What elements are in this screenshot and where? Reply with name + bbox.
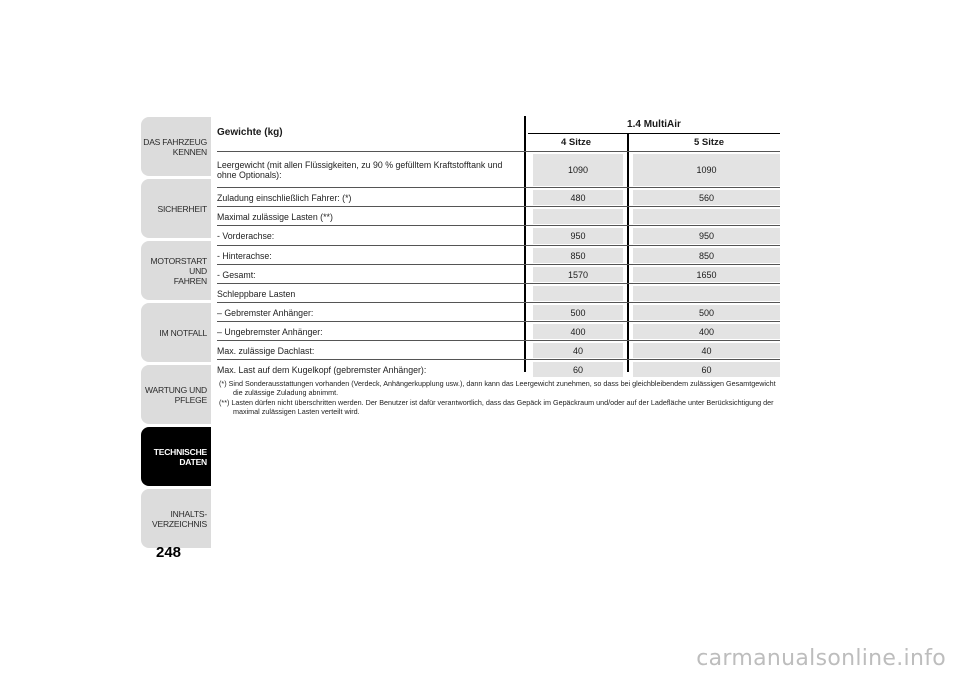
tab-motorstart-und-fahren[interactable]: MOTORSTART UND FAHREN (141, 241, 211, 300)
row-label: - Hinterachse: (217, 250, 272, 261)
tab-im-notfall[interactable]: IM NOTFALL (141, 303, 211, 362)
value-4-sitze (533, 286, 623, 301)
engine-header: 1.4 MultiAir (627, 119, 681, 130)
value-4-sitze: 60 (533, 362, 623, 377)
column-4-sitze: 4 Sitze (560, 137, 592, 148)
value-4-sitze: 500 (533, 305, 623, 320)
value-4-sitze: 850 (533, 248, 623, 263)
page-number: 248 (156, 544, 182, 561)
value-5-sitze: 560 (633, 190, 780, 205)
value-4-sitze: 400 (533, 324, 623, 339)
footnotes (219, 379, 779, 417)
row-label: Leergewicht (mit allen Flüssigkeiten, zu 90 % gefülltem Kraftstofftank und ohne Optionals): (217, 160, 503, 180)
tab-inhaltsverzeichnis[interactable]: INHALTS- VERZEICHNIS (141, 489, 211, 548)
table-row (217, 188, 780, 207)
tab-sicherheit[interactable]: SICHERHEIT (141, 179, 211, 238)
table-row (217, 226, 780, 246)
row-label: Zuladung einschließlich Fahrer: (*) (217, 192, 352, 203)
value-5-sitze (633, 286, 780, 301)
value-4-sitze (533, 209, 623, 224)
table-row (217, 303, 780, 322)
row-label: – Gebremster Anhänger: (217, 307, 314, 318)
value-4-sitze: 40 (533, 343, 623, 358)
value-5-sitze: 850 (633, 248, 780, 263)
value-5-sitze: 500 (633, 305, 780, 320)
value-5-sitze: 60 (633, 362, 780, 377)
value-5-sitze: 1650 (633, 267, 780, 282)
value-5-sitze: 40 (633, 343, 780, 358)
table-row (217, 322, 780, 341)
value-5-sitze (633, 209, 780, 224)
value-5-sitze: 1090 (633, 154, 780, 186)
row-label: Max. zulässige Dachlast: (217, 345, 315, 356)
footnote-1: (*) Sind Sonderausstattungen vorhanden (Verdeck, Anhängerkupplung usw.), dann kann das Leergewicht zunehmen, so dass bei gleichbleibendem zulässigen Gesamtgewicht die zulässige Zuladung abnimmt. (219, 379, 776, 397)
table-row (217, 360, 780, 379)
value-4-sitze: 1090 (533, 154, 623, 186)
table-row (217, 207, 780, 226)
row-label: - Vorderachse: (217, 231, 275, 241)
value-5-sitze: 950 (633, 228, 780, 244)
value-4-sitze: 1570 (533, 267, 623, 282)
table-title: Gewichte (kg) (217, 127, 283, 138)
row-label: - Gesamt: (217, 269, 256, 280)
footnote-2: (**) Lasten dürfen nicht überschritten werden. Der Benutzer ist dafür verantwortlich, dass das Gepäck im Gepäckraum und/oder auf der Ladefläche unter Berücksichtigung der maximal zulässigen Lasten verteilt wird. (219, 398, 774, 416)
row-label: – Ungebremster Anhänger: (217, 326, 323, 337)
value-5-sitze: 400 (633, 324, 780, 339)
row-label: Max. Last auf dem Kugelkopf (gebremster Anhänger): (217, 364, 427, 375)
row-label: Maximal zulässige Lasten (**) (217, 211, 333, 222)
column-5-sitze: 5 Sitze (693, 137, 725, 148)
table-row (217, 246, 780, 265)
value-4-sitze: 480 (533, 190, 623, 205)
table-row (217, 265, 780, 284)
value-4-sitze: 950 (533, 228, 623, 244)
table-row (217, 152, 780, 188)
tab-wartung-und-pflege[interactable]: WARTUNG UND PFLEGE (141, 365, 211, 424)
row-label: Schleppbare Lasten (217, 288, 296, 299)
tab-das-fahrzeug-kennen[interactable]: DAS FAHRZEUG KENNEN (141, 117, 211, 176)
tab-technische-daten[interactable]: TECHNISCHE DATEN (141, 427, 211, 486)
table-row (217, 284, 780, 303)
watermark: carmanualsonline.info (696, 646, 946, 671)
table-row (217, 341, 780, 360)
